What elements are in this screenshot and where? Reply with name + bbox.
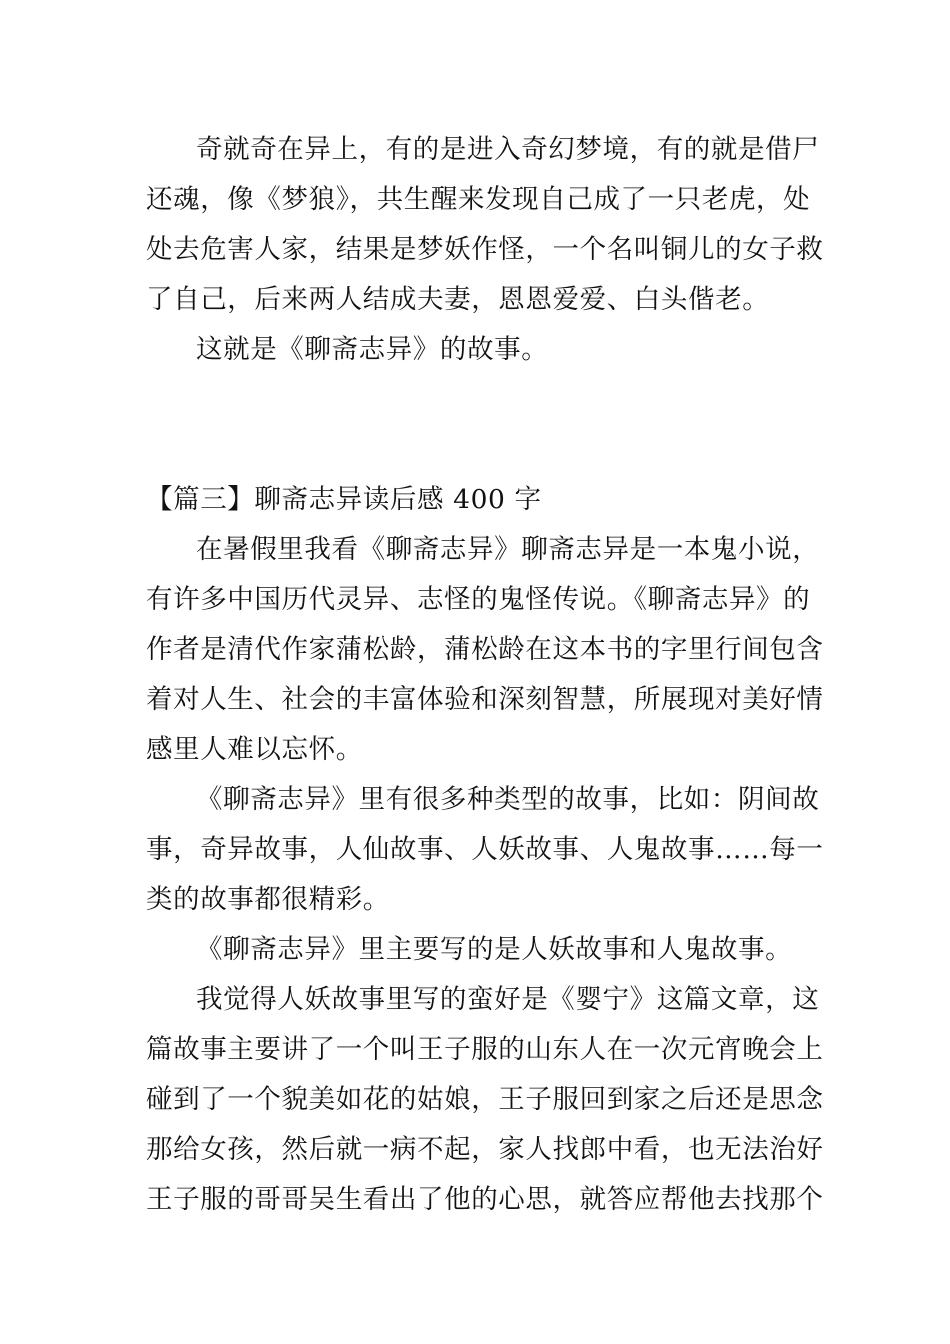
paragraph-line: 这就是《聊斋志异》的故事。	[196, 334, 549, 365]
paragraph-line: 有许多中国历代灵异、志怪的鬼怪传说。《聊斋志异》的	[146, 584, 811, 615]
paragraph-line: 还魂，像《梦狼》，共生醒来发现自己成了一只老虎，处	[146, 184, 811, 215]
paragraph-line: 处去危害人家，结果是梦妖作怪，一个名叫铜儿的女子救	[146, 234, 824, 265]
paragraph-line: 作者是清代作家蒲松龄，蒲松龄在这本书的字里行间包含	[146, 634, 824, 665]
paragraph-line: 《聊斋志异》里有很多种类型的故事，比如：阴间故	[196, 784, 820, 815]
paragraph-line: 奇就奇在异上，有的是进入奇幻梦境，有的就是借尸	[196, 134, 820, 165]
paragraph-line: 我觉得人妖故事里写的蛮好是《婴宁》这篇文章，这	[196, 984, 820, 1015]
paragraph-line: 碰到了一个貌美如花的姑娘，王子服回到家之后还是思念	[146, 1084, 824, 1115]
paragraph-line: 着对人生、社会的丰富体验和深刻智慧，所展现对美好情	[146, 684, 824, 715]
paragraph-line: 了自己，后来两人结成夫妻，恩恩爱爱、白头偕老。	[146, 284, 770, 315]
paragraph-line: 类的故事都很精彩。	[146, 884, 390, 915]
paragraph-line: 《聊斋志异》里主要写的是人妖故事和人鬼故事。	[196, 934, 793, 965]
paragraph-line: 篇故事主要讲了一个叫王子服的山东人在一次元宵晚会上	[146, 1034, 824, 1065]
paragraph-line: 事，奇异故事，人仙故事、人妖故事、人鬼故事……每一	[146, 834, 824, 865]
paragraph-line: 在暑假里我看《聊斋志异》聊斋志异是一本鬼小说，	[196, 534, 820, 565]
paragraph-line: 感里人难以忘怀。	[146, 734, 363, 765]
paragraph-line: 那给女孩，然后就一病不起，家人找郎中看，也无法治好	[146, 1134, 824, 1165]
section-heading: 【篇三】聊斋志异读后感 400 字	[146, 484, 542, 515]
paragraph-line: 王子服的哥哥吴生看出了他的心思，就答应帮他去找那个	[146, 1184, 824, 1215]
